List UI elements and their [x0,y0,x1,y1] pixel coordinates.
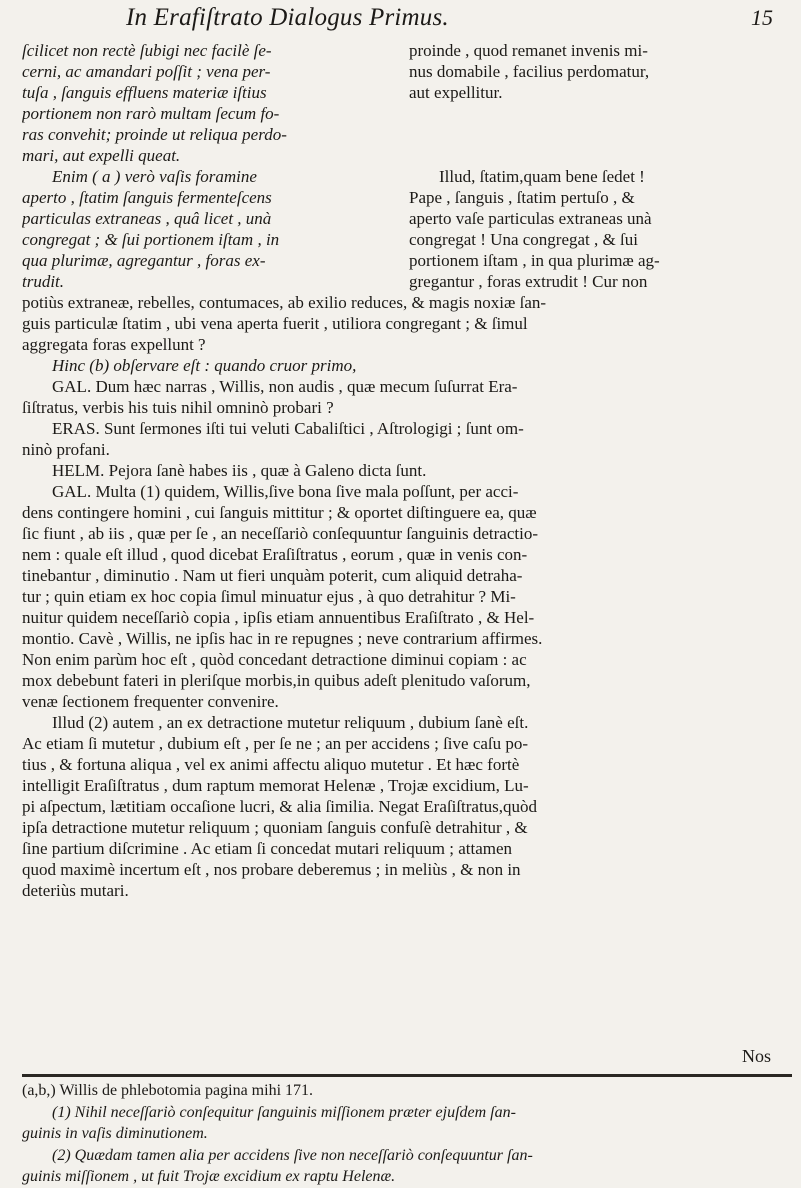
body-line: ſic fiunt , ab iis , quæ per ſe , an neceſſariò conſequuntur ſanguinis detractio- [22,524,538,543]
body-line: deteriùs mutari. [22,881,129,900]
left-line: qua plurimæ, agregantur , foras ex- [22,251,266,270]
left-line: ſcilicet non rectè ſubigi nec facilè ſe- [22,41,272,60]
footnote-rule [22,1074,792,1077]
speaker-line: HELM. Pejora ſanè habes iis , quæ à Galeno dicta ſunt. [52,461,427,480]
body-line: nem : quale eſt illud , quod dicebat Eraſiſtratus , eorum , quæ in venis con- [22,545,528,564]
body-line: Non enim parùm hoc eſt , quòd concedant detractione diminui copiam : ac [22,650,527,669]
right-line: aperto vaſe particulas extraneas unà [409,209,652,228]
body-line: ninò profani. [22,440,110,459]
right-line: nus domabile , facilius perdomatur, [409,62,650,81]
body-line: nuitur quidem neceſſariò copia , ipſis etiam annuentibus Eraſiſtrato , & Hel- [22,608,535,627]
body-line: ſine partium diſcrimine . Ac etiam ſi concedat mutari reliquum ; attamen [22,839,513,858]
running-head [0,4,801,38]
right-line: gregantur , foras extrudit ! Cur non [409,272,648,291]
body-line: Ac etiam ſi mutetur , dubium eſt , per ſe ne ; an per accidens ; ſive caſu po- [22,734,529,753]
left-line: trudit. [22,272,65,291]
body-line: intelligit Eraſiſtratus , dum raptum memorat Helenæ , Trojæ excidium, Lu- [22,776,529,795]
body-line: ſiſtratus, verbis his tuis nihil omninò probari ? [22,398,334,417]
body-line: Hinc (b) obſervare eſt : quando cruor primo, [52,356,357,375]
footnote-line: (a,b,) Willis de phlebotomia pagina mihi 171. [22,1082,314,1099]
page-number: 15 [751,5,773,30]
right-line: Pape , ſanguis , ſtatim pertuſo , & [409,188,635,207]
left-line: cerni, ac amandari poſſit ; vena per- [22,62,271,81]
body-line: pi aſpectum, lætitiam occaſione lucri, & alia ſimilia. Negat Eraſiſtratus,quòd [22,797,538,816]
left-line: Enim ( a ) verò vaſis foramine [52,167,257,186]
right-line: portionem iſtam , in qua plurimæ ag- [409,251,660,270]
body-line: ipſa detractione mutetur reliquum ; quoniam ſanguis confuſè detrahitur , & [22,818,528,837]
running-title: In Erafiſtrato Dialogus Primus. [126,4,449,31]
body-line: venæ ſectionem frequenter convenire. [22,692,279,711]
right-line: Illud, ſtatim,quam bene ſedet ! [439,167,645,186]
left-line: aperto , ſtatim ſanguis fermenteſcens [22,188,272,207]
right-line: proinde , quod remanet invenis mi- [409,41,648,60]
body-line: tur ; quin etiam ex hoc copia ſimul minuatur ejus , à quo detrahitur ? Mi- [22,587,516,606]
right-column-commentary [409,40,789,103]
left-line: tuſa , ſanguis effluens materiæ iſtius [22,83,267,102]
left-column-quotation [22,40,396,292]
dialogue-body [22,292,792,901]
speaker-line: GAL. Dum hæc narras , Willis, non audis , quæ mecum ſuſurrat Era- [52,377,518,396]
footnote-line: guinis miſſionem , ut fuit Trojæ excidium ex raptu Helenæ. [22,1168,396,1185]
footnotes [22,1080,792,1188]
body-line: Illud (2) autem , an ex detractione mutetur reliquum , dubium ſanè eſt. [52,713,529,732]
body-line: tinebantur , diminutio . Nam ut fieri unquàm poterit, cum aliquid detraha- [22,566,523,585]
catchword: Nos [741,1046,771,1066]
left-line: congregat ; & ſui portionem iſtam , in [22,230,280,249]
left-line: particulas extraneas , quâ licet , unà [22,209,272,228]
body-line: mox debebunt fateri in pleriſque morbis,in quibus adeſt plenitudo vaſorum, [22,671,531,690]
body-line: tius , & fortuna aliqua , vel ex animi affectu aliquo mutetur . Et hæc fortè [22,755,520,774]
speaker-line: ERAS. Sunt ſermones iſti tui veluti Cabaliſtici , Aſtrologigi ; ſunt om- [52,419,524,438]
right-line: congregat ! Una congregat , & ſui [409,230,638,249]
footnote-line: guinis in vaſis diminutionem. [22,1125,208,1142]
right-column-commentary-2 [409,166,789,292]
body-line: potiùs extraneæ, rebelles, contumaces, ab exilio reduces, & magis noxiæ ſan- [22,293,547,312]
right-line: aut expellitur. [409,83,503,102]
left-line: ras convehit; proinde ut reliqua perdo- [22,125,287,144]
body-line: dens contingere homini , cui ſanguis mittitur ; & oportet diſtinguere ea, quæ [22,503,537,522]
body-line: quod maximè incertum eſt , nos probare deberemus ; in meliùs , & non in [22,860,521,879]
body-line: guis particulæ ſtatim , ubi vena aperta fuerit , utiliora congregant ; & ſimul [22,314,528,333]
footnote-line: (1) Nihil neceſſariò conſequitur ſanguinis miſſionem præter ejuſdem ſan- [52,1103,516,1121]
left-line: mari, aut expelli queat. [22,146,181,165]
footnote-line: (2) Quædam tamen alia per accidens ſive non neceſſariò conſequuntur ſan- [52,1146,533,1164]
speaker-line: GAL. Multa (1) quidem, Willis,ſive bona ſive mala poſſunt, per acci- [52,482,519,501]
body-line: montio. Cavè , Willis, ne ipſis hac in re repugnes ; neve contrarium affirmes. [22,629,543,648]
left-line: portionem non rarò multam ſecum fo- [22,104,280,123]
body-line: aggregata foras expellunt ? [22,335,206,354]
